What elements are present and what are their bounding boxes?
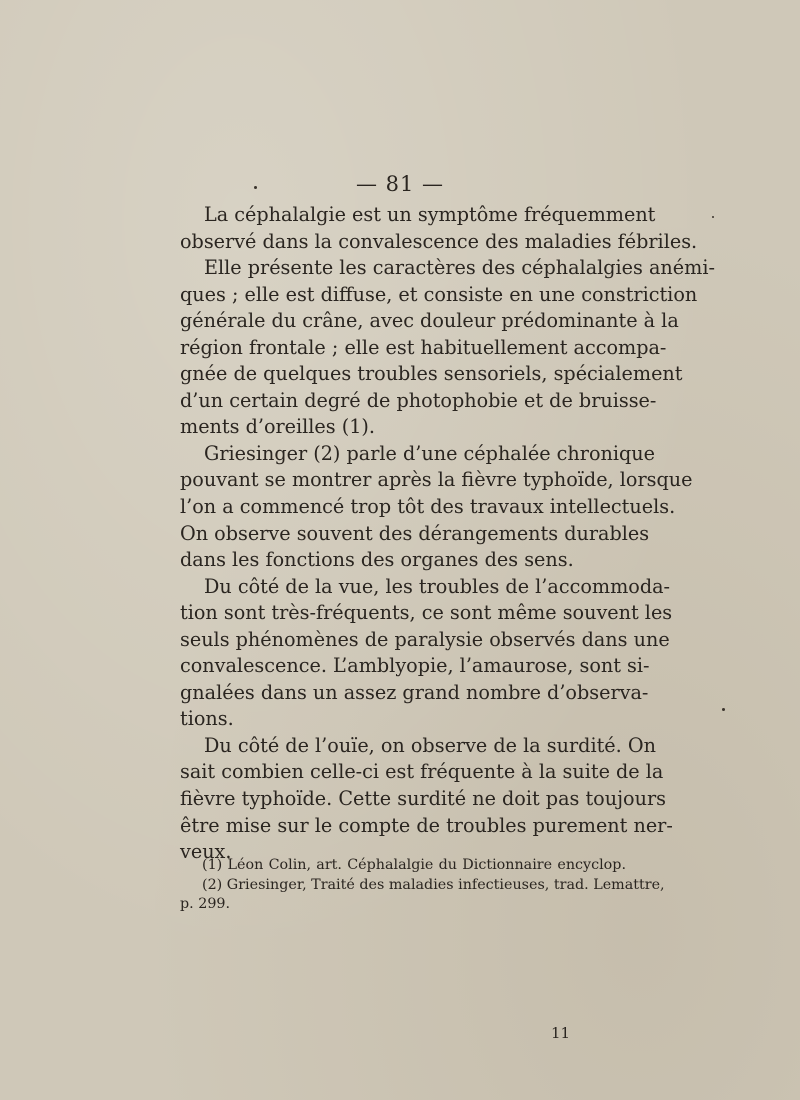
body-line: convalescence. L’amblyopie, l’amaurose, sont si-: [180, 654, 650, 678]
paper-speck: [722, 708, 725, 711]
body-line: générale du crâne, avec douleur prédominante à la: [180, 309, 679, 333]
body-line: Du côté de l’ouïe, on observe de la surdité. On: [204, 733, 656, 757]
body-line: être mise sur le compte de troubles purement ner-: [180, 813, 673, 837]
paper-speck: [712, 216, 714, 218]
body-line: région frontale ; elle est habituellement accompa-: [180, 335, 667, 359]
body-line: La céphalalgie est un symptôme fréquemment: [204, 203, 656, 226]
body-line: seuls phénomènes de paralysie observés dans une: [180, 627, 670, 651]
body-line: gnée de quelques troubles sensoriels, spécialement: [180, 362, 683, 386]
body-line: Elle présente les caractères des céphalalgies anémi-: [204, 256, 715, 280]
body-line: ments d’oreilles (1).: [180, 415, 376, 439]
body-line: veux.: [180, 840, 232, 864]
footnote-line: (1) Léon Colin, art. Céphalalgie du Dictionnaire encyclop.: [202, 857, 626, 873]
body-line: gnalées dans un assez grand nombre d’observa-: [180, 680, 649, 704]
body-line: tions.: [180, 707, 234, 731]
body-line: Griesinger (2) parle d’une céphalée chronique: [204, 441, 655, 465]
page-number-header: — 81 —: [355, 172, 445, 196]
signature-mark: 11: [551, 1024, 571, 1042]
body-line: observé dans la convalescence des maladies fébriles.: [180, 229, 698, 253]
footnotes: [180, 856, 665, 915]
body-line: l’on a commencé trop tôt des travaux intellectuels.: [180, 495, 676, 519]
body-line: pouvant se montrer après la fièvre typhoïde, lorsque: [180, 468, 693, 492]
footnote-line: (2) Griesinger, Traité des maladies infectieuses, trad. Lemattre,: [202, 876, 665, 893]
body-line: tion sont très-fréquents, ce sont même souvent les: [180, 601, 673, 625]
footnote-line: p. 299.: [180, 896, 231, 912]
body-line: sait combien celle-ci est fréquente à la suite de la: [180, 760, 664, 784]
body-line: dans les fonctions des organes des sens.: [180, 548, 574, 572]
body-text: [180, 202, 715, 866]
body-line: ques ; elle est diffuse, et consiste en une constriction: [180, 282, 698, 306]
body-line: fièvre typhoïde. Cette surdité ne doit pas toujours: [180, 787, 666, 811]
body-line: d’un certain degré de photophobie et de bruisse-: [180, 388, 657, 412]
body-line: Du côté de la vue, les troubles de l’accommoda-: [204, 574, 671, 598]
body-line: On observe souvent des dérangements durables: [180, 521, 650, 545]
paper-speck: [254, 186, 257, 189]
